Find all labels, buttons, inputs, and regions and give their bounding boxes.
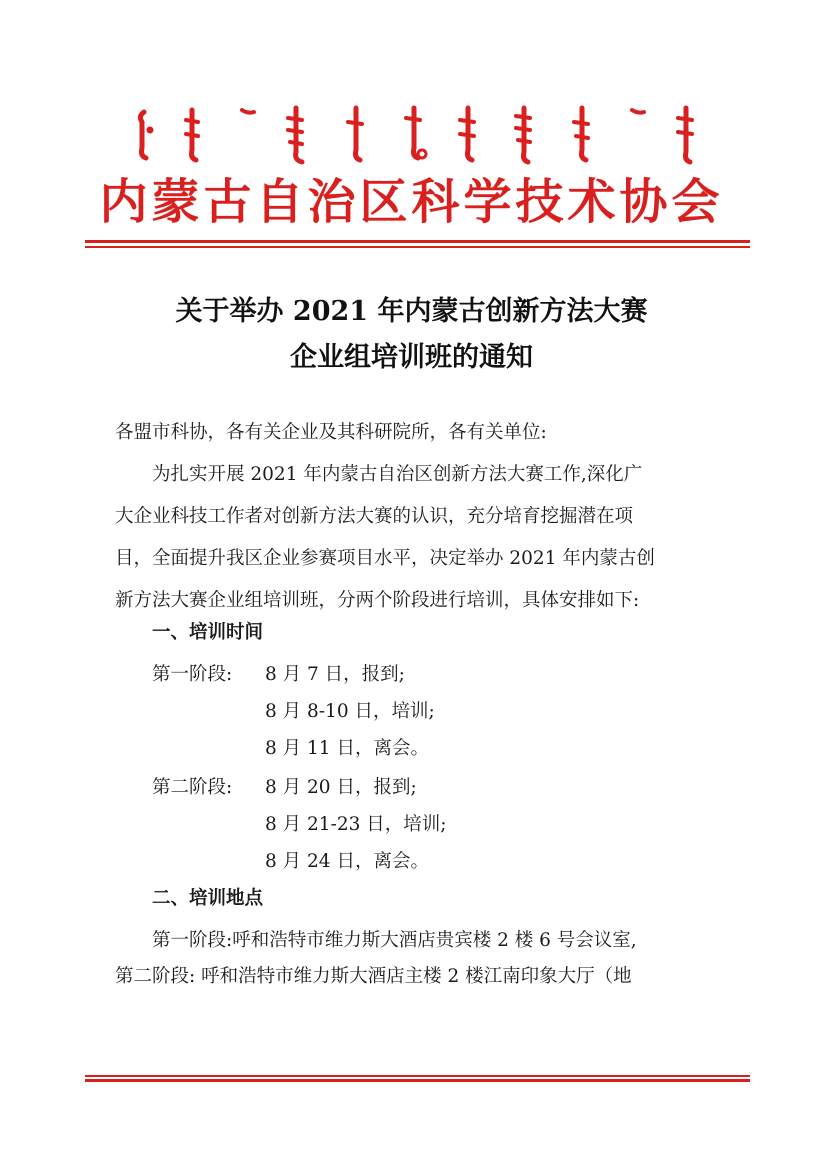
section-2-heading: 二、培训地点: [152, 888, 264, 909]
section-1-heading: 一、培训时间: [152, 622, 264, 643]
notice-title-line-1: 关于举办 2021 年内蒙古创新方法大赛: [175, 296, 648, 327]
venue-line-2: 第二阶段: 呼和浩特市维力斯大酒店主楼 2 楼江南印象大厅（地: [115, 966, 632, 987]
intro-line-3: 目，全面提升我区企业参赛项目水平，决定举办 2021 年内蒙古创: [115, 548, 655, 569]
stage-2-item: 8 月 21-23 日，培训;: [265, 814, 447, 835]
salutation: 各盟市科协，各有关企业及其科研院所，各有关单位:: [115, 422, 547, 443]
stage-1-item: 8 月 7 日，报到;: [265, 664, 405, 685]
stage-2-item: 8 月 20 日，报到;: [265, 777, 417, 798]
intro-line-1: 为扎实开展 2021 年内蒙古自治区创新方法大赛工作,深化广: [152, 464, 643, 485]
footer-divider-thin: [85, 1075, 750, 1077]
stage-1-item: 8 月 11 日，离会。: [265, 738, 429, 759]
stage-2-item: 8 月 24 日，离会。: [265, 851, 429, 872]
organization-name: 内蒙古自治区科学技术协会: [99, 174, 724, 230]
notice-title-line-2: 企业组培训班的通知: [290, 342, 533, 373]
mongolian-script-header: [130, 100, 710, 170]
footer-divider-thick: [85, 1079, 750, 1082]
intro-line-4: 新方法大赛企业组培训班，分两个阶段进行培训，具体安排如下:: [115, 590, 640, 611]
header-divider-thick: [85, 240, 750, 243]
stage-1-label: 第一阶段:: [152, 664, 233, 685]
stage-1-item: 8 月 8-10 日，培训;: [265, 701, 435, 722]
header-divider-thin: [85, 246, 750, 248]
stage-2-label: 第二阶段:: [152, 777, 233, 798]
venue-line-1: 第一阶段:呼和浩特市维力斯大酒店贵宾楼 2 楼 6 号会议室,: [152, 930, 637, 951]
intro-line-2: 大企业科技工作者对创新方法大赛的认识，充分培育挖掘潜在项: [115, 506, 634, 527]
